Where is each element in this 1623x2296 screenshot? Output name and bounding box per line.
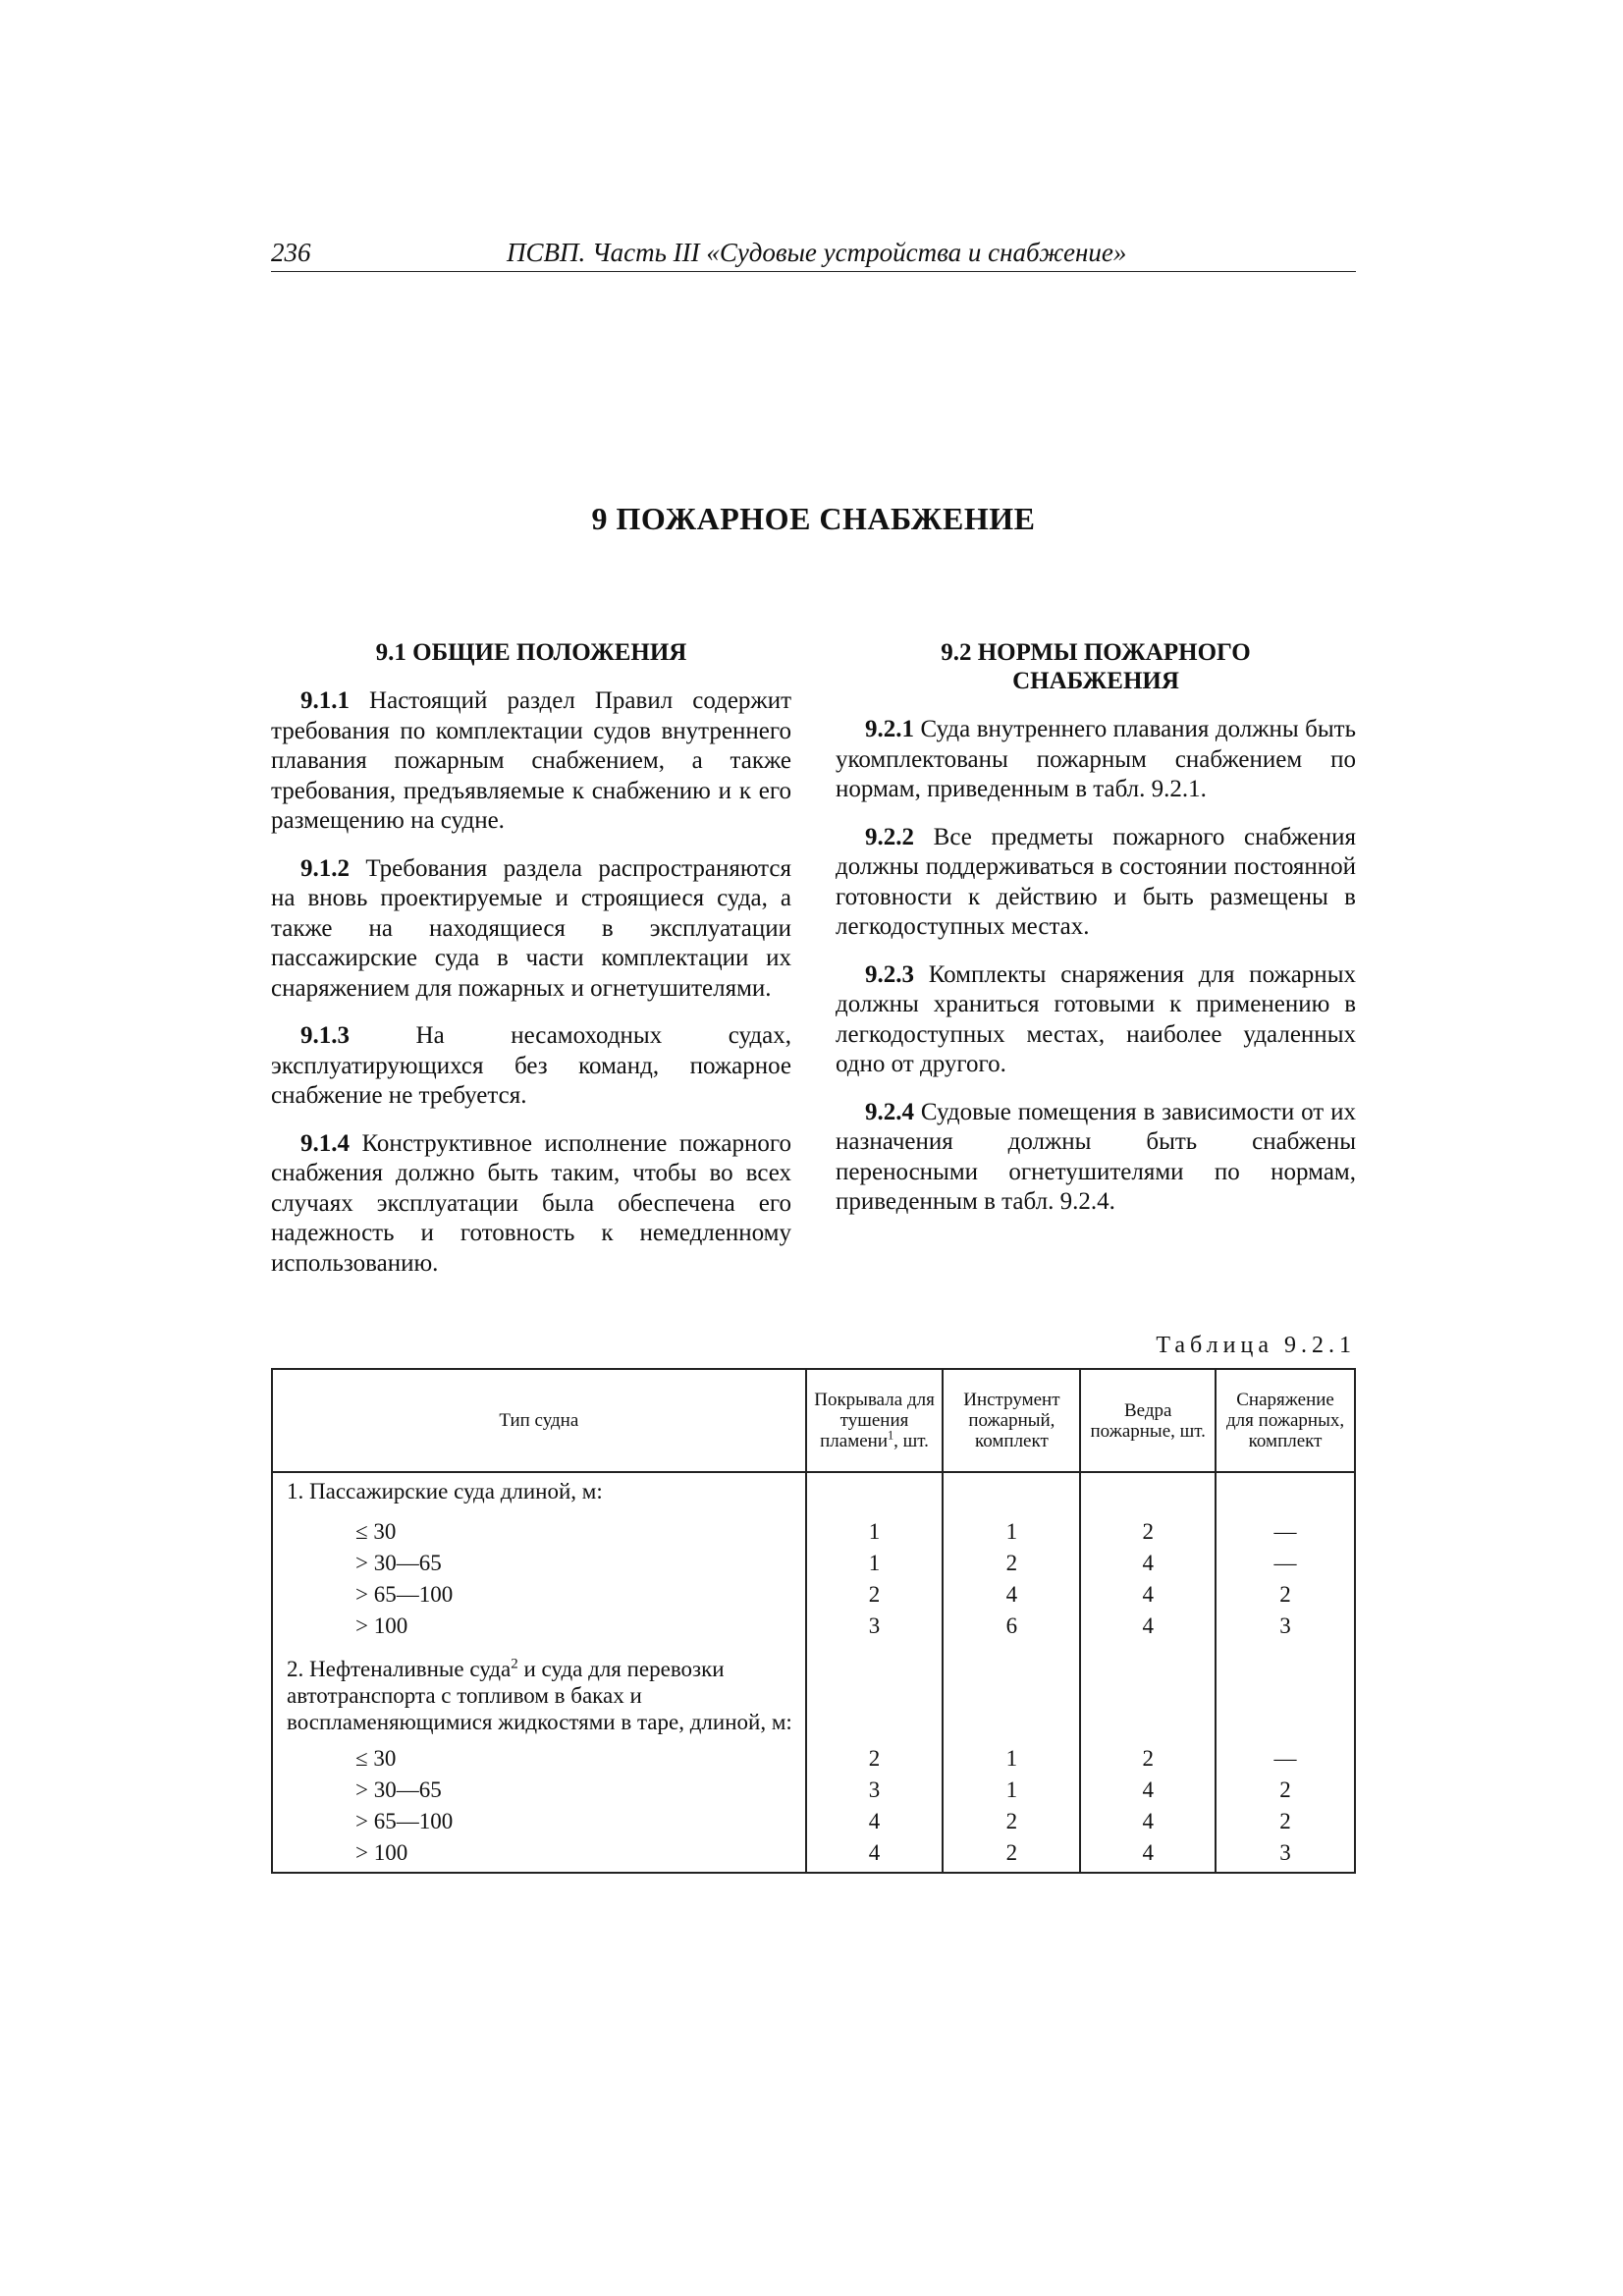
paragraph-9-2-2 bbox=[836, 823, 1356, 943]
value-cell: 4 bbox=[1080, 1579, 1216, 1611]
value-cell: 3 bbox=[806, 1611, 944, 1642]
value-cell: 4 bbox=[1080, 1806, 1216, 1837]
value-cell: 3 bbox=[806, 1775, 944, 1806]
paragraph-9-2-4 bbox=[836, 1098, 1356, 1218]
fire-equipment-table bbox=[271, 1368, 1356, 1874]
paragraph-number: 9.2.4 bbox=[865, 1098, 914, 1125]
header-firefighter-outfit: Снаряжение для пожарных, комплект bbox=[1216, 1369, 1355, 1472]
value-cell: 1 bbox=[806, 1548, 944, 1579]
header-text: Покрывала для тушения пламени bbox=[814, 1390, 935, 1451]
paragraph-text: Суда внутреннего плавания должны быть укомплектованы пожарным снабжением по нормам, приведенным в табл. 9.2.1. bbox=[836, 716, 1356, 802]
section-title-9-1: 9.1 ОБЩИЕ ПОЛОЖЕНИЯ bbox=[375, 639, 687, 666]
value-cell: 2 bbox=[806, 1579, 944, 1611]
table-group-row bbox=[272, 1472, 1355, 1516]
chapter-title: 9 ПОЖАРНОЕ СНАБЖЕНИЕ bbox=[591, 501, 1036, 536]
value-cell: 2 bbox=[1216, 1579, 1355, 1611]
left-column bbox=[271, 638, 791, 1296]
table-group-row bbox=[272, 1642, 1355, 1743]
length-cell: > 30—65 bbox=[272, 1775, 806, 1806]
paragraph-number: 9.1.3 bbox=[300, 1022, 350, 1049]
group-label: 1. Пассажирские суда длиной, м: bbox=[272, 1472, 806, 1516]
paragraph-text: Судовые помещения в зависимости от их назначения должны быть снабжены переносными огнетушителями по нормам, приведенным в табл. 9.2.4. bbox=[836, 1098, 1356, 1215]
value-cell: 3 bbox=[1216, 1837, 1355, 1873]
group-label-text: и суда для перевозки автотранспорта с топливом в баках и воспламеняющимися жидкостями в таре, длиной, м: bbox=[287, 1657, 792, 1734]
value-cell: — bbox=[1216, 1516, 1355, 1548]
value-cell: 2 bbox=[943, 1806, 1080, 1837]
paragraph-9-1-3 bbox=[271, 1021, 791, 1112]
value-cell: 4 bbox=[1080, 1548, 1216, 1579]
table-row bbox=[272, 1548, 1355, 1579]
table-row bbox=[272, 1775, 1355, 1806]
table-row bbox=[272, 1743, 1355, 1775]
table-row bbox=[272, 1837, 1355, 1873]
length-cell: > 30—65 bbox=[272, 1548, 806, 1579]
running-header bbox=[271, 236, 1356, 272]
table-row bbox=[272, 1611, 1355, 1642]
value-cell: 4 bbox=[806, 1806, 944, 1837]
group-label bbox=[272, 1642, 806, 1743]
paragraph-9-2-1 bbox=[836, 715, 1356, 805]
paragraph-number: 9.2.1 bbox=[865, 716, 914, 742]
value-cell: 2 bbox=[1216, 1806, 1355, 1837]
table-row bbox=[272, 1806, 1355, 1837]
value-cell: 2 bbox=[1080, 1516, 1216, 1548]
length-cell: ≤ 30 bbox=[272, 1516, 806, 1548]
table-header-row bbox=[272, 1369, 1355, 1472]
paragraph-9-1-4 bbox=[271, 1129, 791, 1280]
value-cell: 4 bbox=[1080, 1611, 1216, 1642]
value-cell: — bbox=[1216, 1548, 1355, 1579]
header-text: , шт. bbox=[893, 1431, 929, 1451]
value-cell: 2 bbox=[943, 1837, 1080, 1873]
length-cell: > 100 bbox=[272, 1611, 806, 1642]
paragraph-text: На несамоходных судах, эксплуатирующихся без команд, пожарное снабжение не требуется. bbox=[271, 1022, 791, 1109]
running-title: ПСВП. Часть III «Судовые устройства и снабжение» bbox=[507, 238, 1127, 267]
section-title-9-2 bbox=[836, 638, 1356, 695]
paragraph-number: 9.1.4 bbox=[300, 1129, 350, 1157]
header-fire-tools: Инструмент пожарный, комплект bbox=[943, 1369, 1080, 1472]
value-cell: 1 bbox=[806, 1516, 944, 1548]
value-cell: 4 bbox=[1080, 1775, 1216, 1806]
value-cell: 2 bbox=[943, 1548, 1080, 1579]
right-column bbox=[836, 638, 1356, 1235]
value-cell: 2 bbox=[806, 1743, 944, 1775]
paragraph-9-1-1 bbox=[271, 686, 791, 837]
length-cell: ≤ 30 bbox=[272, 1743, 806, 1775]
paragraph-text: Требования раздела распространяются на вновь проектируемые и строящиеся суда, а также на находящиеся в эксплуатации пассажирские суда в части комплектации их снаряжением для пожарных и огнетушителями. bbox=[271, 854, 791, 1002]
footnote-mark: 2 bbox=[511, 1656, 518, 1672]
paragraph-text: Настоящий раздел Правил содержит требования по комплектации судов внутреннего плавания пожарным снабжением, а также требования, предъявляемые к снабжению и к его размещению на судне. bbox=[271, 687, 791, 834]
table-caption: Таблица 9.2.1 bbox=[1156, 1333, 1356, 1358]
length-cell: > 65—100 bbox=[272, 1806, 806, 1837]
paragraph-text: Конструктивное исполнение пожарного снабжения должно быть таким, чтобы во всех случаях эксплуатации была обеспечена его надежность и готовность к немедленному использованию. bbox=[271, 1129, 791, 1277]
table-row bbox=[272, 1579, 1355, 1611]
page-number: 236 bbox=[271, 238, 311, 267]
value-cell: 1 bbox=[943, 1743, 1080, 1775]
header-fire-buckets: Ведра пожарные, шт. bbox=[1080, 1369, 1216, 1472]
value-cell: 6 bbox=[943, 1611, 1080, 1642]
value-cell: 1 bbox=[943, 1516, 1080, 1548]
section-title-line-1: 9.2 НОРМЫ ПОЖАРНОГО bbox=[941, 639, 1251, 666]
paragraph-number: 9.1.1 bbox=[300, 687, 350, 714]
value-cell: 1 bbox=[943, 1775, 1080, 1806]
value-cell: 3 bbox=[1216, 1611, 1355, 1642]
footnote-mark: 1 bbox=[888, 1428, 894, 1443]
length-cell: > 65—100 bbox=[272, 1579, 806, 1611]
header-vessel-type: Тип судна bbox=[272, 1369, 806, 1472]
value-cell: 4 bbox=[943, 1579, 1080, 1611]
table-row bbox=[272, 1516, 1355, 1548]
group-label-text: 2. Нефтеналивные суда bbox=[287, 1657, 512, 1681]
value-cell: 2 bbox=[1216, 1775, 1355, 1806]
section-title-line-2: СНАБЖЕНИЯ bbox=[1012, 668, 1179, 694]
paragraph-number: 9.1.2 bbox=[300, 854, 350, 882]
paragraph-number: 9.2.2 bbox=[865, 823, 914, 850]
paragraph-text: Комплекты снаряжения для пожарных должны храниться готовыми к применению в легкодоступных местах, наиболее удаленных одно от другого. bbox=[836, 960, 1356, 1077]
value-cell: 4 bbox=[1080, 1837, 1216, 1873]
length-cell: > 100 bbox=[272, 1837, 806, 1873]
paragraph-text: Все предметы пожарного снабжения должны поддерживаться в состоянии постоянной готовности к действию и быть размещены в легкодоступных местах. bbox=[836, 823, 1356, 940]
value-cell: — bbox=[1216, 1743, 1355, 1775]
value-cell: 2 bbox=[1080, 1743, 1216, 1775]
paragraph-number: 9.2.3 bbox=[865, 960, 914, 988]
paragraph-9-1-2 bbox=[271, 854, 791, 1005]
paragraph-9-2-3 bbox=[836, 960, 1356, 1080]
header-fire-blankets bbox=[806, 1369, 944, 1472]
value-cell: 4 bbox=[806, 1837, 944, 1873]
